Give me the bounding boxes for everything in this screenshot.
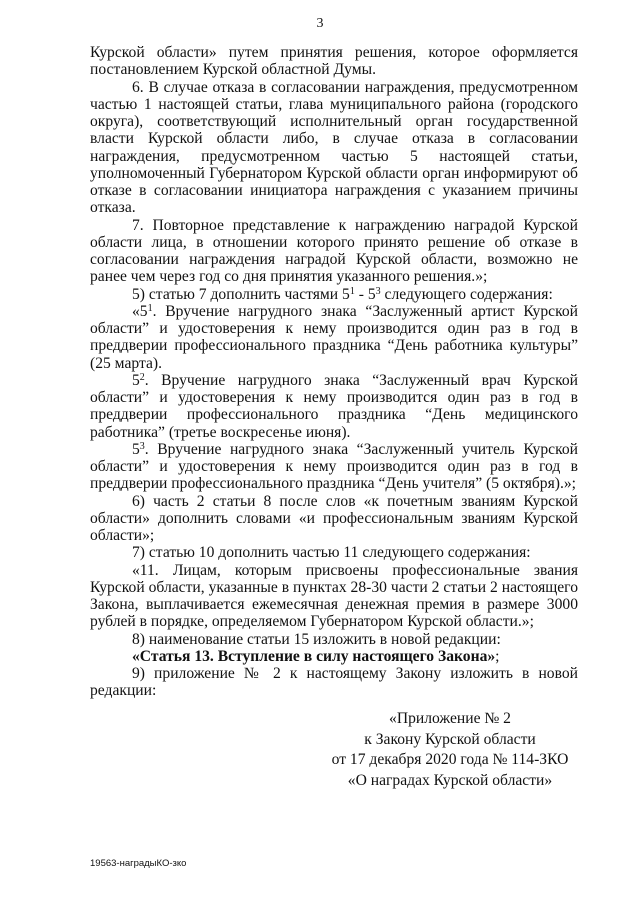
article-13-title: «Статья 13. Вступление в силу настоящего Закона» — [132, 647, 496, 665]
appendix-line-4: «О наградах Курской области» — [347, 771, 553, 789]
item-5-text-b: - 5 — [354, 285, 376, 303]
paragraph-part-7: 7. Повторное представление к награждению наградой Курской области лица, в отношении которого принято решение об отказе в согласовании награждения наградой Курской области, возможно не ранее чем через год со дня принятия указанного решения.»; — [90, 216, 578, 286]
item-5-sup-1: 1 — [349, 285, 355, 297]
part-5-1-text: . Вручение нагрудного знака “Заслуженный артист Курской области” и удостоверения к нему производится один раз в год в преддверии профессионального праздника “День работника культуры” (25 марта). — [90, 302, 578, 372]
article-13-punct: ; — [495, 647, 500, 665]
paragraph-part-11: «11. Лицам, которым присвоены профессиональные звания Курской области, указанные в пунктах 28-30 части 2 статьи 2 настоящего Закона, выплачивается ежемесячная денежная премия в размере 3000 рублей в порядке, определяемом Губернатором Курской области.»; — [90, 561, 578, 631]
document-body — [90, 44, 578, 700]
paragraph-item-5 — [90, 286, 578, 303]
appendix-heading — [300, 709, 600, 791]
part-5-3-number: 5 — [132, 440, 140, 458]
paragraph-item-8: 8) наименование статьи 15 изложить в новой редакции: — [132, 630, 501, 648]
paragraph-article-13 — [90, 648, 578, 665]
paragraph-part-5-1 — [90, 303, 578, 372]
appendix-line-2: к Закону Курской области — [364, 730, 536, 748]
paragraph-part-5-2 — [90, 372, 578, 441]
page-number: 3 — [316, 16, 324, 31]
item-5-sup-2: 3 — [375, 285, 381, 297]
paragraph-continuation: Курской области» путем принятия решения, которое оформляется постановлением Курской областной Думы. — [90, 44, 578, 79]
item-5-text-c: следующего содержания: — [380, 285, 553, 303]
appendix-line-1: «Приложение № 2 — [389, 710, 511, 727]
paragraph-part-6: 6. В случае отказа в согласовании награждения, предусмотренном частью 1 настоящей статьи, глава муниципального района (городского округа), соответствующий исполнительный орган государственной власти Курской области либо, в случае отказа в согласовании награждения, предусмотренном частью 5 настоящей статьи, уполномоченный Губернатором Курской области орган информируют об отказе в согласовании инициатора награждения с указанием причины отказа. — [90, 78, 578, 217]
part-5-3-text: . Вручение нагрудного знака “Заслуженный учитель Курской области” и удостоверения к нему производится один раз в год в преддверии профессионального праздника “День учителя” (5 октября).»; — [90, 440, 578, 493]
part-5-1-number: «5 — [132, 302, 148, 320]
paragraph-item-6: 6) часть 2 статьи 8 после слов «к почетным званиям Курской области» дополнить словами «и профессиональным званиям Курской области»; — [90, 492, 578, 544]
paragraph-part-5-3 — [90, 441, 578, 493]
part-5-1-sup: 1 — [147, 302, 153, 314]
part-5-3-sup: 3 — [139, 440, 145, 452]
item-5-text-a: 5) статью 7 дополнить частями 5 — [132, 285, 350, 303]
document-footer-code: 19563-наградыКО-зко — [90, 858, 187, 869]
part-5-2-sup: 2 — [139, 371, 145, 383]
paragraph-item-9: 9) приложение № 2 к настоящему Закону изложить в новой редакции: — [90, 665, 578, 700]
paragraph-item-7: 7) статью 10 дополнить частью 11 следующего содержания: — [132, 544, 531, 562]
part-5-2-text: . Вручение нагрудного знака “Заслуженный врач Курской области” и удостоверения к нему производится один раз в год в преддверии профессионального праздника “День медицинского работника” (третье воскресенье июня). — [90, 371, 578, 441]
part-5-2-number: 5 — [132, 371, 140, 389]
appendix-line-3: от 17 декабря 2020 года № 114-ЗКО — [331, 751, 569, 768]
